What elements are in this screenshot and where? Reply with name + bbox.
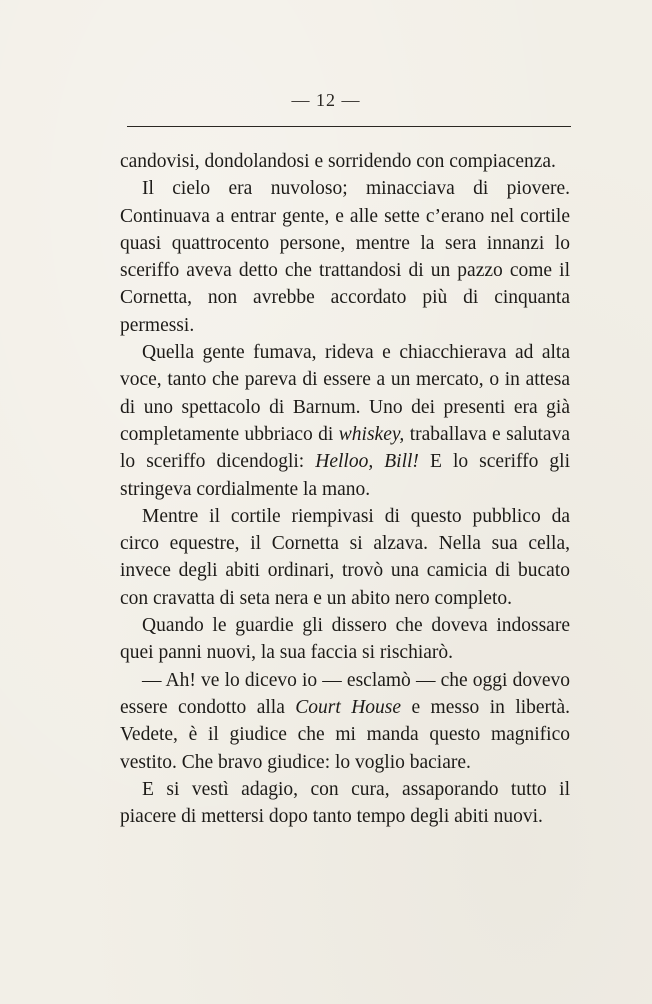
paragraph [120, 776, 570, 831]
paragraph [120, 339, 570, 503]
text-run: e messo in libertà. Vedete, è il giudice che mi manda questo magnifico vestito. Che bravo giudice: lo voglio baciare. [120, 696, 570, 773]
paragraph [120, 612, 570, 667]
header-rule [127, 126, 571, 127]
italic-place: Court House [295, 696, 402, 718]
text-run: E si vestì adagio, con cura, assaporando tutto il piacere di mettersi dopo tanto tempo degli abiti nuovi. [120, 778, 570, 828]
text-run: Quando le guardie gli dissero che doveva indossare quei panni nuovi, la sua faccia si rischiarò. [120, 615, 570, 664]
paragraph [120, 503, 570, 612]
text-run: traballava e salutava lo sceriffo dicendogli: [120, 423, 570, 473]
italic-greeting: Helloo, Bill! [315, 451, 419, 473]
text-run: Mentre il cortile riempivasi di questo pubblico da circo equestre, il Cornetta si alzava. Nella sua cella, invece degli abiti ordinari, trovò una camicia di bucato con cravatta di seta nera e un abito nero completo. [120, 505, 570, 609]
body-text [120, 148, 570, 830]
text-run: Quella gente fumava, rideva e chiacchierava ad alta voce, tanto che pareva di essere a un mercato, o in attesa di uno spettacolo di Barnum. Uno dei presenti era già completamente ubbriaco di [120, 342, 570, 445]
paragraph-continuation [120, 148, 570, 175]
paragraph [120, 667, 570, 776]
paragraph [120, 175, 570, 339]
text-run: E lo sceriffo gli stringeva cordialmente la mano. [120, 451, 571, 500]
italic-term: whiskey, [338, 423, 405, 445]
text-run: — Ah! ve lo dicevo io — esclamò — che oggi dovevo essere condotto alla [120, 669, 570, 718]
text-run: Il cielo era nuvoloso; minacciava di piovere. Continuava a entrar gente, e alle sette c’erano nel cortile quasi quattrocento persone, mentre la sera innanzi lo sceriffo aveva detto che trattandosi di un pazzo come il Cornetta, non avrebbe accordato più di cinquanta permessi. [120, 178, 570, 336]
text-run: candovisi, dondolandosi e sorridendo con compiacenza. [120, 151, 556, 172]
page-number: — 12 — [291, 90, 361, 110]
